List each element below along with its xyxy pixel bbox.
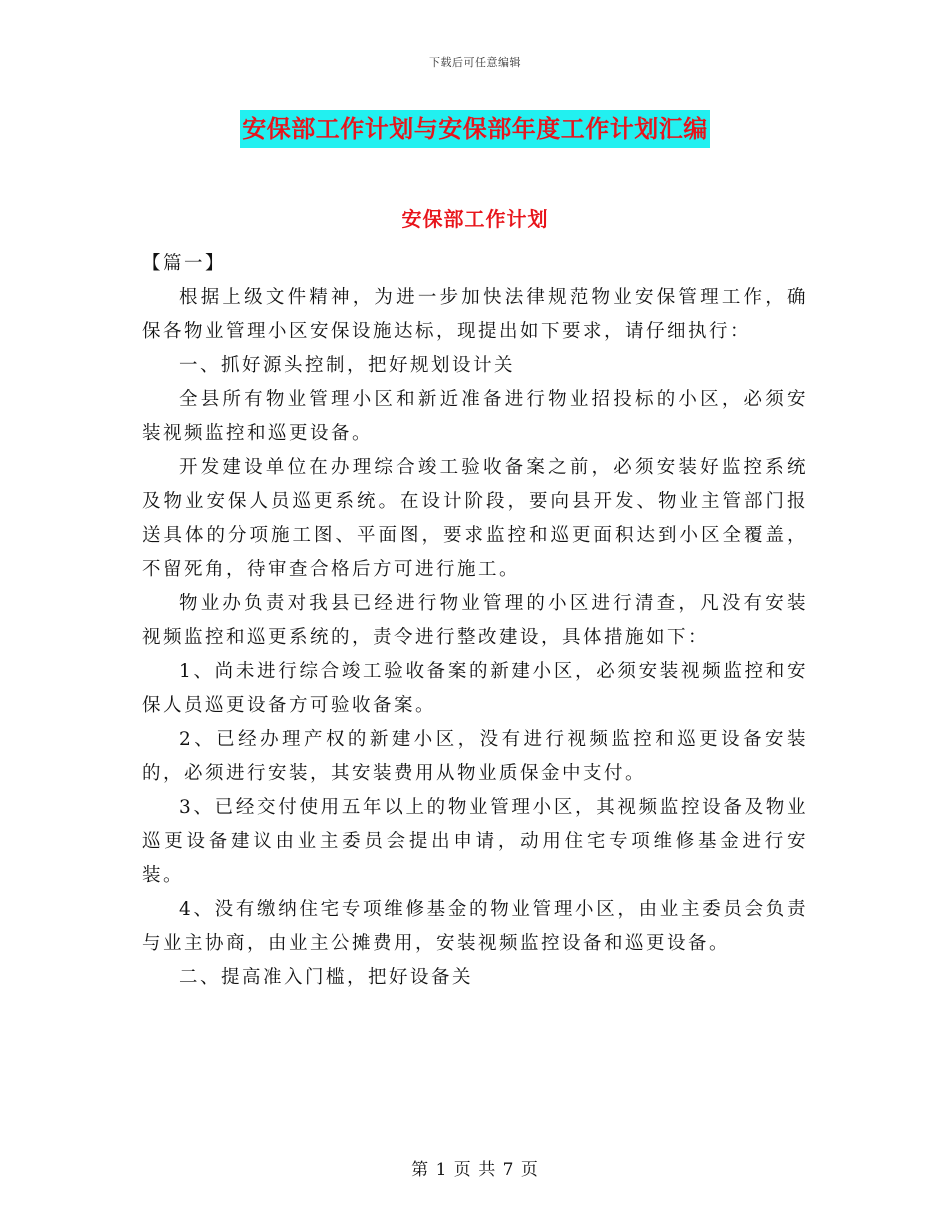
list-item: 2、已经办理产权的新建小区，没有进行视频监控和巡更设备安装的，必须进行安装，其安装费用从物业质保金中支付。 xyxy=(142,729,808,784)
list-item: 3、已经交付使用五年以上的物业管理小区，其视频监控设备及物业巡更设备建议由业主委员会提出申请，动用住宅专项维修基金进行安装。 xyxy=(142,797,808,886)
list-item: 4、没有缴纳住宅专项维修基金的物业管理小区，由业主委员会负责与业主协商，由业主公摊费用，安装视频监控设备和巡更设备。 xyxy=(142,899,808,954)
paragraph: 根据上级文件精神，为进一步加快法律规范物业安保管理工作，确保各物业管理小区安保设施达标，现提出如下要求，请仔细执行： xyxy=(142,287,808,342)
main-title-container xyxy=(0,110,950,148)
paragraph: 物业办负责对我县已经进行物业管理的小区进行清查，凡没有安装视频监控和巡更系统的，责令进行整改建设，具体措施如下： xyxy=(142,593,808,648)
main-title: 安保部工作计划与安保部年度工作计划汇编 xyxy=(240,110,710,148)
paragraph: 开发建设单位在办理综合竣工验收备案之前，必须安装好监控系统及物业安保人员巡更系统。在设计阶段，要向县开发、物业主管部门报送具体的分项施工图、平面图，要求监控和巡更面积达到小区全覆盖，不留死角，待审查合格后方可进行施工。 xyxy=(142,457,808,580)
list-item: 1、尚未进行综合竣工验收备案的新建小区，必须安装视频监控和安保人员巡更设备方可验收备案。 xyxy=(142,661,808,716)
document-body xyxy=(142,247,808,995)
section-heading: 一、抓好源头控制，把好规划设计关 xyxy=(179,355,516,376)
page-indicator: 第 1 页 共 7 页 xyxy=(411,1160,539,1180)
header-note: 下载后可任意编辑 xyxy=(429,56,521,69)
section-title: 安保部工作计划 xyxy=(401,207,549,231)
part-label: 【篇一】 xyxy=(142,253,227,274)
paragraph: 全县所有物业管理小区和新近准备进行物业招投标的小区，必须安装视频监控和巡更设备。 xyxy=(142,389,808,444)
section-heading: 二、提高准入门槛，把好设备关 xyxy=(179,967,474,988)
